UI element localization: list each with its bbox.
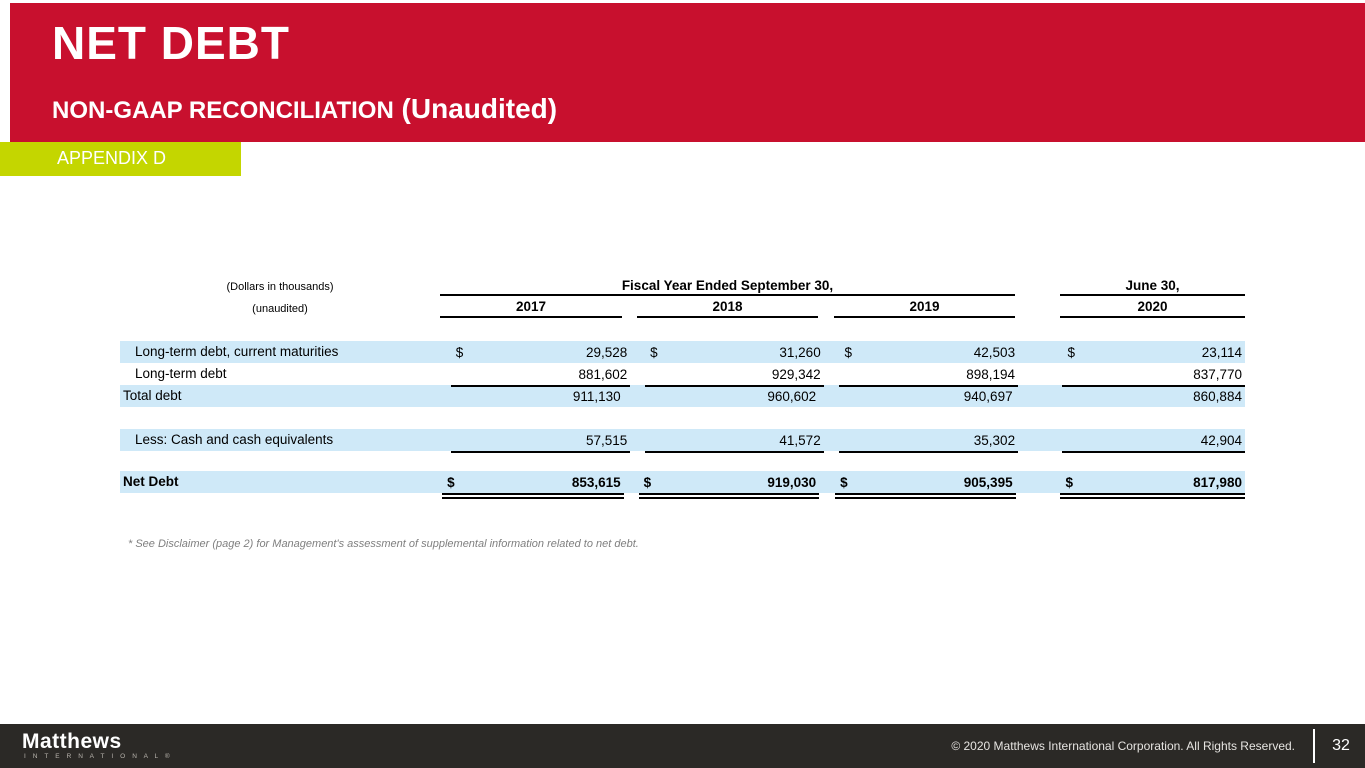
value-2019: 905,395 (963, 474, 1013, 490)
dollar-sign: $ (447, 474, 455, 490)
cell-2019 (835, 471, 1016, 499)
value-2018: 960,602 (767, 388, 817, 404)
page-title: NET DEBT (52, 17, 290, 69)
cell-2019 (835, 385, 1016, 407)
matthews-logo (22, 731, 172, 761)
page-number: 32 (1332, 737, 1350, 754)
value-2020: 42,904 (1200, 432, 1243, 448)
value-2019: 940,697 (963, 388, 1013, 404)
table-header-row-2 (120, 296, 1245, 318)
value-2019: 42,503 (973, 344, 1016, 360)
page-subtitle (52, 93, 557, 125)
footer-right (951, 729, 1353, 763)
june-30-header: June 30, (1060, 278, 1245, 296)
cell-2018 (639, 471, 820, 499)
table-row-total-debt (120, 385, 1245, 407)
cell-2017 (451, 429, 631, 453)
table-row-ltd-current-maturities (120, 341, 1245, 363)
value-2020: 23,114 (1201, 344, 1243, 360)
value-2018: 919,030 (767, 474, 817, 490)
cell-2020 (1062, 429, 1245, 453)
dollar-sign: $ (1067, 344, 1075, 360)
value-2020: 817,980 (1193, 474, 1242, 490)
brand-subname: I N T E R N A T I O N A L ® (24, 753, 173, 761)
cell-2019 (839, 363, 1018, 387)
table-row-less-cash (120, 429, 1245, 451)
subtitle-caps: NON-GAAP RECONCILIATION (52, 97, 394, 124)
value-2019: 898,194 (966, 366, 1016, 382)
note-unaudited: (unaudited) (252, 303, 308, 315)
cell-2019 (839, 429, 1018, 453)
row-label: Long-term debt, current maturities (135, 344, 339, 359)
header-banner (10, 3, 1365, 142)
value-2018: 41,572 (779, 432, 821, 448)
cell-2020 (1062, 341, 1245, 363)
dollar-sign: $ (1065, 474, 1073, 490)
table-header-row-1 (120, 275, 1245, 296)
note-dollars-in-thousands: (Dollars in thousands) (226, 281, 334, 293)
value-2018: 31,260 (779, 344, 821, 360)
copyright-text: © 2020 Matthews International Corporation. All Rights Reserved. (951, 739, 1295, 753)
table-row-net-debt (120, 471, 1245, 493)
disclaimer-footnote: * See Disclaimer (page 2) for Management's assessment of supplemental information related to net debt. (128, 538, 639, 550)
row-label: Long-term debt (135, 366, 227, 381)
dollar-sign: $ (844, 344, 852, 360)
dollar-sign: $ (650, 344, 658, 360)
column-header-2019: 2019 (834, 299, 1015, 318)
row-label: Total debt (123, 388, 182, 403)
cell-2018 (645, 363, 824, 387)
value-2020: 860,884 (1193, 388, 1242, 404)
dollar-sign: $ (455, 344, 464, 360)
cell-2020 (1060, 471, 1245, 499)
cell-2017 (451, 341, 631, 363)
appendix-label: APPENDIX D (57, 148, 167, 168)
row-label: Less: Cash and cash equivalents (135, 432, 334, 447)
appendix-tab (0, 142, 241, 176)
value-2019: 35,302 (973, 432, 1016, 448)
cell-2017 (442, 385, 624, 407)
subtitle-unaudited: (Unaudited) (393, 93, 558, 124)
column-header-2017: 2017 (440, 299, 622, 318)
brand-name: Matthews (22, 730, 122, 754)
footer-divider (1313, 729, 1315, 763)
cell-2017 (451, 363, 631, 387)
dollar-sign: $ (840, 474, 848, 490)
cell-2018 (645, 341, 824, 363)
cell-2017 (442, 471, 624, 499)
value-2017: 29,528 (586, 344, 628, 360)
fiscal-year-group-header: Fiscal Year Ended September 30, (440, 278, 1015, 296)
value-2017: 911,130 (572, 388, 621, 404)
row-label: Net Debt (123, 474, 179, 489)
value-2017: 853,615 (571, 474, 621, 490)
net-debt-table (120, 275, 1245, 493)
value-2017: 57,515 (586, 432, 628, 448)
value-2018: 929,342 (771, 366, 821, 382)
column-header-2018: 2018 (637, 299, 818, 318)
value-2020: 837,770 (1193, 366, 1243, 382)
column-header-2020: 2020 (1060, 299, 1245, 318)
cell-2018 (645, 429, 824, 453)
value-2017: 881,602 (578, 366, 628, 382)
cell-2020 (1062, 363, 1245, 387)
dollar-sign: $ (643, 474, 652, 490)
slide-footer (0, 724, 1365, 768)
cell-2018 (639, 385, 820, 407)
cell-2019 (839, 341, 1018, 363)
table-row-long-term-debt (120, 363, 1245, 385)
cell-2020 (1060, 385, 1245, 407)
